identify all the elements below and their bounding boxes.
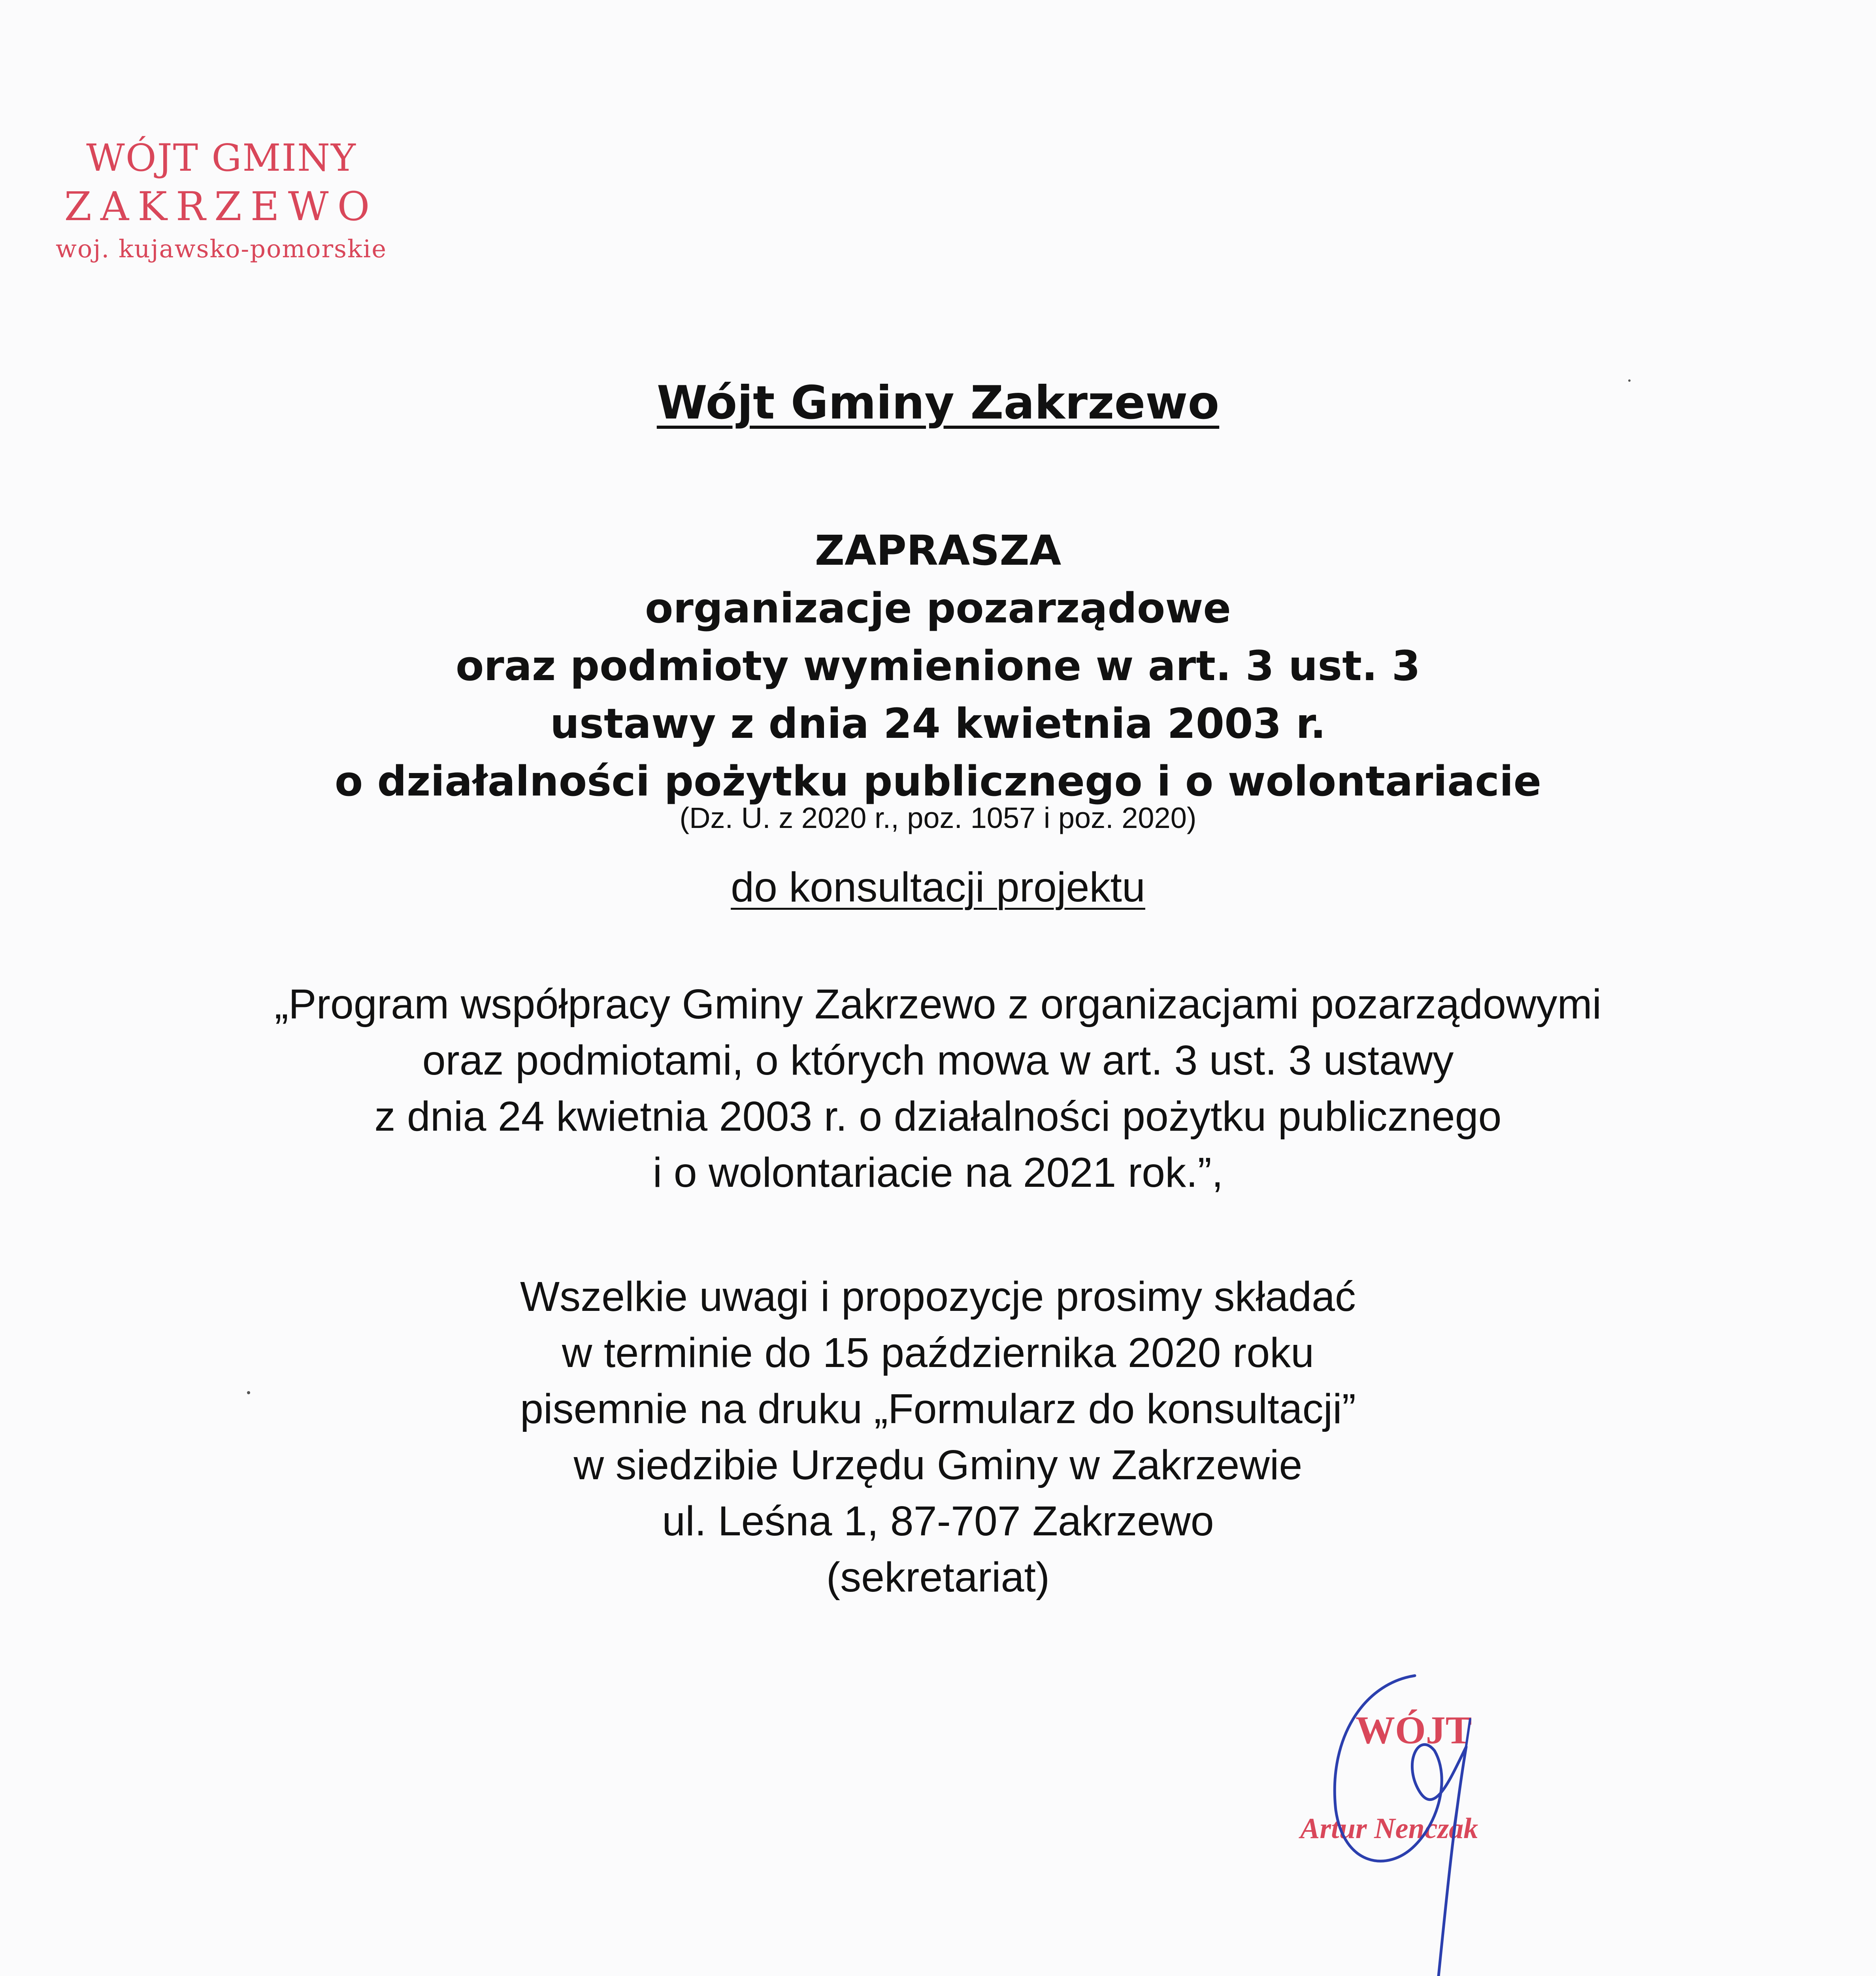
remarks-line: Wszelkie uwagi i propozycje prosimy składać (520, 1273, 1356, 1320)
signature-stamp-name: Artur Nenczak (1300, 1812, 1478, 1845)
program-line: „Program współpracy Gminy Zakrzewo z organizacjami pozarządowymi (274, 981, 1602, 1028)
signature-stamp-title: WÓJT (1356, 1708, 1472, 1752)
invite-line: organizacje pozarządowe (645, 584, 1231, 632)
program-title-block (0, 976, 1876, 1201)
stamp-line-2: ZAKRZEWO (64, 183, 379, 230)
office-stamp (24, 134, 419, 267)
consultation-heading (0, 862, 1876, 913)
signature-area (1284, 1660, 1561, 1976)
program-line: oraz podmiotami, o których mowa w art. 3 ust. 3 ustawy (422, 1037, 1454, 1084)
invite-line: ZAPRASZA (815, 526, 1061, 575)
invite-line: ustawy z dnia 24 kwietnia 2003 r. (550, 700, 1326, 748)
invite-line: o działalności pożytku publicznego i o wolontariacie (334, 757, 1542, 805)
remarks-line: w siedzibie Urzędu Gminy w Zakrzewie (573, 1442, 1303, 1488)
remarks-line: pisemnie na druku „Formularz do konsultacji” (520, 1386, 1356, 1432)
remarks-block (0, 1269, 1876, 1605)
scan-speck (1628, 379, 1631, 382)
handwritten-signature (1284, 1660, 1561, 1976)
program-line: i o wolontariacie na 2021 rok.”, (652, 1149, 1224, 1196)
document-title (0, 375, 1876, 431)
document-title-text: Wójt Gminy Zakrzewo (656, 376, 1220, 430)
stamp-line-1: WÓJT GMINY (86, 136, 356, 180)
remarks-line: (sekretariat) (826, 1554, 1050, 1601)
remarks-line: ul. Leśna 1, 87-707 Zakrzewo (662, 1498, 1214, 1544)
invitation-block (0, 522, 1876, 810)
program-line: z dnia 24 kwietnia 2003 r. o działalności pożytku publicznego (374, 1093, 1502, 1140)
legal-citation: (Dz. U. z 2020 r., poz. 1057 i poz. 2020) (679, 801, 1197, 834)
remarks-line: w terminie do 15 października 2020 roku (562, 1329, 1314, 1376)
stamp-line-3: woj. kujawsko-pomorskie (55, 234, 387, 263)
invite-line: oraz podmioty wymienione w art. 3 ust. 3 (455, 642, 1420, 690)
scan-speck (247, 1391, 250, 1394)
consultation-heading-text: do konsultacji projektu (731, 864, 1145, 911)
